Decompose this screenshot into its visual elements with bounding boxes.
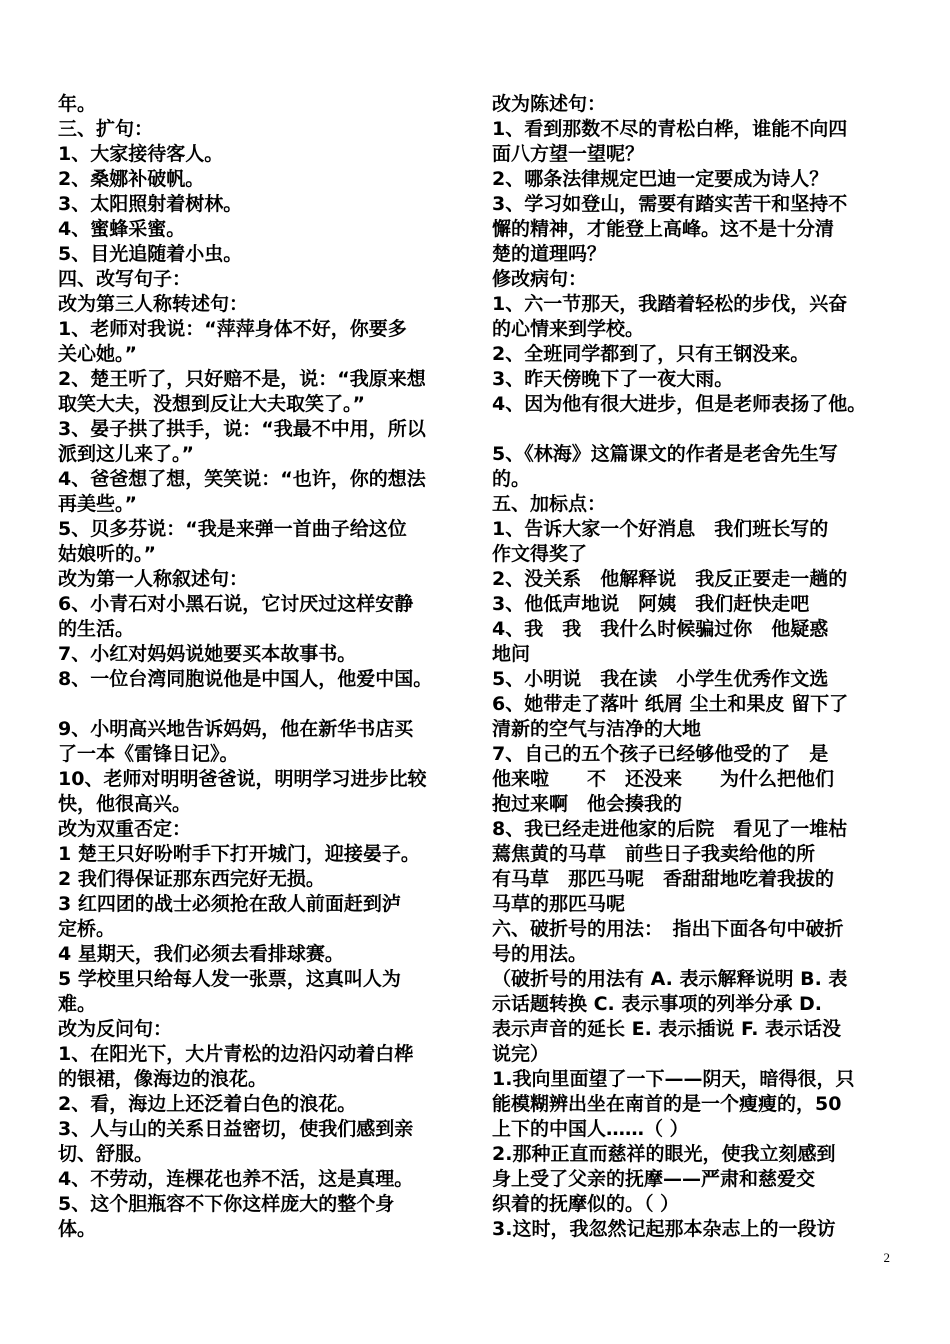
left-text-line: 3、人与山的关系日益密切，使我们感到亲 [58,1118,414,1140]
left-text-line: 体。 [58,1218,97,1240]
right-text-line: 3、他低声地说 阿姨 我们赶快走吧 [492,593,810,615]
left-text-line: 取笑大夫，没想到反让大夫取笑了。” [58,393,365,415]
right-text-line: 上下的中国人……（ ） [492,1118,689,1140]
right-text-line: 1、告诉大家一个好消息 我们班长写的 [492,518,829,540]
right-text-line: 7、自己的五个孩子已经够他受的了 是 [492,743,829,765]
right-blank-line [492,417,904,442]
left-text-line: 定桥。 [58,918,116,940]
left-text-line: 改为第三人称转述句： [58,293,249,315]
left-text-line: 派到这儿来了。” [58,443,194,465]
right-text-line: 表示声音的延长 E. 表示插说 F. 表示话没 [492,1018,842,1040]
left-text-line: 4、蜜蜂采蜜。 [58,218,186,240]
right-text-line: 2、全班同学都到了，只有王钢没来。 [492,343,810,365]
right-text-line: 4、我 我 我什么时候骗过你 他疑惑 [492,618,829,640]
right-text-line: 身上受了父亲的抚摩——严肃和慈爱交 [492,1168,816,1190]
right-text-line: 五、加标点： [492,493,607,515]
right-text-line: 的。 [492,468,531,490]
right-text-line: 地问 [492,643,531,665]
right-text-line: 2、哪条法律规定巴迪一定要成为诗人？ [492,168,829,190]
right-text-line: 3.这时，我忽然记起那本杂志上的一段访 [492,1218,836,1240]
right-text-line: 马草的那匹马呢 [492,893,626,915]
left-text-line: 3 红四团的战士必须抢在敌人前面赶到泸 [58,893,401,915]
right-text-line: 织着的抚摩似的。（ ） [492,1193,680,1215]
right-text-line: 抱过来啊 他会揍我的 [492,793,683,815]
right-text-line: 六、破折号的用法： 指出下面各句中破折 [492,918,844,940]
left-text-line: 改为双重否定： [58,818,192,840]
left-text-line: 2、桑娜补破帆。 [58,168,205,190]
page-number: 2 [883,1250,890,1265]
right-text-line: 2、没关系 他解释说 我反正要走一趟的 [492,568,848,590]
left-text-line: 2、楚王听了，只好赔不是，说：“我原来想 [58,368,426,390]
left-text-line: 6、小青石对小黑石说，它讨厌过这样安静 [58,593,414,615]
left-text-line: 4、爸爸想了想，笑笑说：“也许，你的想法 [58,468,426,490]
left-text-line: 难。 [58,993,97,1015]
right-text-line: 4、因为他有很大进步，但是老师表扬了他。 [492,393,867,415]
right-text-line: 号的用法。 [492,943,588,965]
left-text-line: 3、太阳照射着树林。 [58,193,243,215]
right-text-line: （破折号的用法有 A. 表示解释说明 B. 表 [492,968,848,990]
right-text-line: 1、看到那数不尽的青松白桦，谁能不向四 [492,118,848,140]
left-text-line: 10、老师对明明爸爸说，明明学习进步比较 [58,768,427,790]
right-text-line: 楚的道理吗？ [492,243,607,265]
left-text-line: 关心她。” [58,343,137,365]
right-text-line: 1.我向里面望了一下——阴天，暗得很，只 [492,1068,855,1090]
right-text-line: 3、昨天傍晚下了一夜大雨。 [492,368,734,390]
left-text-line: 2、看，海边上还泛着白色的浪花。 [58,1093,357,1115]
right-text-line: 1、六一节那天，我踏着轻松的步伐，兴奋 [492,293,848,315]
right-text-line: 2.那种正直而慈祥的眼光，使我立刻感到 [492,1143,836,1165]
right-text-line: 8、我已经走进他家的后院 看见了一堆枯 [492,818,848,840]
right-text-line: 清新的空气与洁净的大地 [492,718,702,740]
left-text-line: 改为反问句： [58,1018,173,1040]
right-text-line: 能模糊辨出坐在南首的是一个瘦瘦的，50 [492,1093,842,1115]
right-text-line: 的心情来到学校。 [492,318,645,340]
right-text-line: 懈的精神，才能登上高峰。这不是十分清 [492,218,835,240]
left-text-line: 切、舒服。 [58,1143,154,1165]
right-text-line: 示话题转换 C. 表示事项的列举分承 D. [492,993,822,1015]
left-text-line: 1 楚王只好吩咐手下打开城门，迎接晏子。 [58,843,420,865]
right-text-line: 面八方望一望呢？ [492,143,645,165]
left-text-line: 1、老师对我说：“萍萍身体不好，你要多 [58,318,407,340]
left-text-line: 7、小红对妈妈说她要买本故事书。 [58,643,357,665]
left-text-line: 了一本《雷锋日记》。 [58,743,239,765]
right-text-line: 5、小明说 我在读 小学生优秀作文选 [492,668,829,690]
left-text-line: 4、不劳动，连棵花也养不活，这是真理。 [58,1168,414,1190]
left-text-line: 的银裙，像海边的浪花。 [58,1068,268,1090]
right-text-line: 他来啦 不 还没来 为什么把他们 [492,768,835,790]
right-text-line: 作文得奖了 [492,543,588,565]
left-text-line: 2 我们得保证那东西完好无损。 [58,868,325,890]
right-text-line: 修改病句： [492,268,588,290]
left-text-line: 1、大家接待客人。 [58,143,224,165]
right-text-line: 有马草 那匹马呢 香甜甜地吃着我拔的 [492,868,835,890]
left-text-line: 四、改写句子： [58,268,192,290]
left-blank-line [58,692,476,717]
right-text-line: 说完） [492,1043,550,1065]
right-text-line: 5、《林海》这篇课文的作者是老舍先生写 [492,443,838,465]
left-text-line: 再美些。” [58,493,137,515]
right-text-line: 蔫焦黄的马草 前些日子我卖给他的所 [492,843,816,865]
left-text-line: 三、扩句： [58,118,154,140]
left-text-line: 改为第一人称叙述句： [58,568,249,590]
left-text-line: 3、晏子拱了拱手，说：“我最不中用，所以 [58,418,426,440]
left-text-line: 9、小明高兴地告诉妈妈，他在新华书店买 [58,718,414,740]
left-text-line: 年。 [58,93,97,115]
left-text-line: 1、在阳光下，大片青松的边沿闪动着白桦 [58,1043,414,1065]
left-text-line: 5、贝多芬说：“我是来弹一首曲子给这位 [58,518,407,540]
left-text-line: 4 星期天，我们必须去看排球赛。 [58,943,344,965]
right-text-line: 改为陈述句： [492,93,607,115]
left-text-line: 姑娘听的。” [58,543,156,565]
right-column [492,92,904,1242]
left-text-line: 的生活。 [58,618,135,640]
left-text-line: 8、一位台湾同胞说他是中国人，他爱中国。 [58,668,433,690]
right-text-line: 3、学习如登山，需要有踏实苦干和坚持不 [492,193,848,215]
right-text-line: 6、她带走了落叶 纸屑 尘土和果皮 留下了 [492,693,849,715]
left-text-line: 5、这个胆瓶容不下你这样庞大的整个身 [58,1193,395,1215]
left-column [58,92,476,1242]
left-text-line: 快，他很高兴。 [58,793,192,815]
left-text-line: 5、目光追随着小虫。 [58,243,243,265]
left-text-line: 5 学校里只给每人发一张票，这真叫人为 [58,968,401,990]
